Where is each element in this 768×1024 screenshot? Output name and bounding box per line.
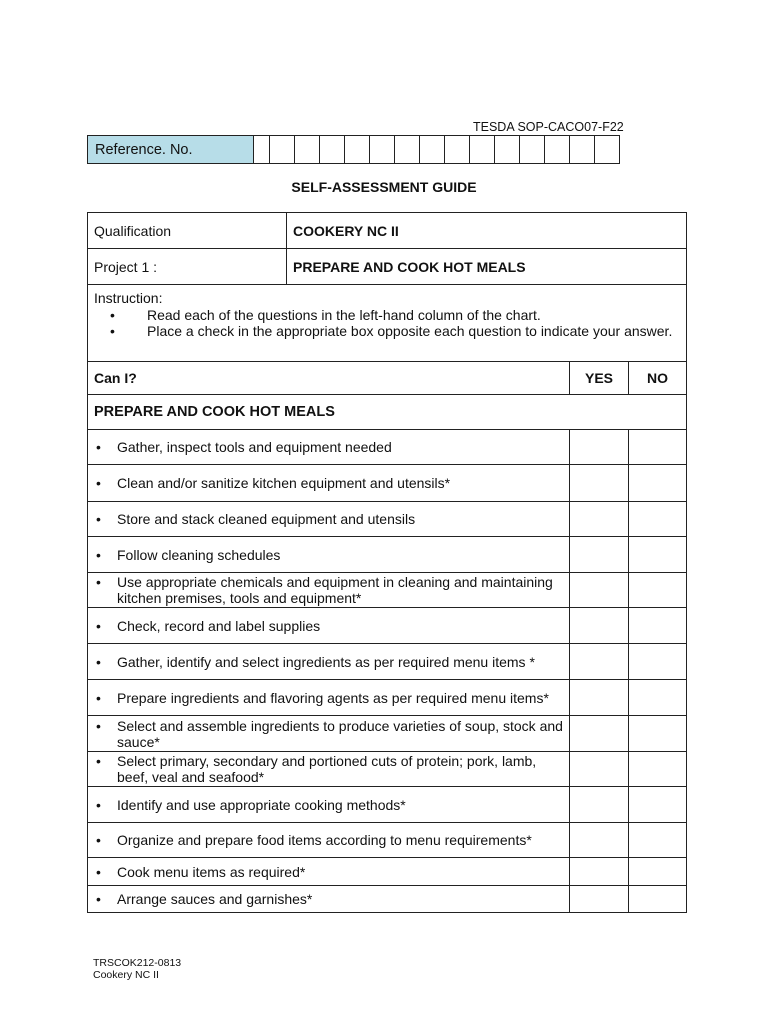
reference-digit-box[interactable] <box>495 136 520 164</box>
yes-checkbox-cell[interactable] <box>570 573 629 608</box>
checklist-question: • Select and assemble ingredients to produce varieties of soup, stock and sauce* <box>94 718 563 750</box>
checklist-question: • Follow cleaning schedules <box>94 547 563 563</box>
reference-digit-box[interactable] <box>445 136 470 164</box>
checklist-row <box>88 537 687 573</box>
checklist-question-cell <box>88 680 570 716</box>
qualification-label: Qualification <box>88 213 287 249</box>
reference-digit-box[interactable] <box>545 136 570 164</box>
column-header-no: NO <box>629 362 687 395</box>
no-checkbox-cell[interactable] <box>629 680 687 716</box>
checklist-question-cell <box>88 644 570 680</box>
instruction-block <box>88 285 687 362</box>
checklist-row <box>88 823 687 858</box>
checklist-question: • Check, record and label supplies <box>94 618 563 634</box>
checklist-question-cell <box>88 716 570 752</box>
reference-digit-box[interactable] <box>570 136 595 164</box>
yes-checkbox-cell[interactable] <box>570 465 629 502</box>
reference-digit-box[interactable] <box>520 136 545 164</box>
checklist-row <box>88 680 687 716</box>
no-checkbox-cell[interactable] <box>629 537 687 573</box>
checklist-row <box>88 716 687 752</box>
reference-digit-box[interactable] <box>595 136 620 164</box>
reference-digit-box[interactable] <box>270 136 295 164</box>
section-title: PREPARE AND COOK HOT MEALS <box>88 395 687 430</box>
qualification-row <box>88 213 687 249</box>
checklist-question: • Store and stack cleaned equipment and utensils <box>94 511 563 527</box>
checklist-question-cell <box>88 752 570 787</box>
project-row <box>88 249 687 285</box>
instruction-list <box>94 307 680 340</box>
reference-digit-box[interactable] <box>420 136 445 164</box>
checklist-question: • Prepare ingredients and flavoring agents as per required menu items* <box>94 690 563 706</box>
column-header-row <box>88 362 687 395</box>
project-label: Project 1 : <box>88 249 287 285</box>
yes-checkbox-cell[interactable] <box>570 430 629 465</box>
yes-checkbox-cell[interactable] <box>570 752 629 787</box>
checklist-row <box>88 787 687 823</box>
checklist-question: • Gather, identify and select ingredients as per required menu items * <box>94 654 563 670</box>
yes-checkbox-cell[interactable] <box>570 680 629 716</box>
no-checkbox-cell[interactable] <box>629 858 687 886</box>
checklist-question-cell <box>88 430 570 465</box>
checklist-question-cell <box>88 502 570 537</box>
no-checkbox-cell[interactable] <box>629 608 687 644</box>
section-header-row <box>88 395 687 430</box>
reference-digit-box[interactable] <box>370 136 395 164</box>
reference-digit-box[interactable] <box>470 136 495 164</box>
yes-checkbox-cell[interactable] <box>570 886 629 913</box>
page-footer <box>93 957 181 981</box>
yes-checkbox-cell[interactable] <box>570 823 629 858</box>
yes-checkbox-cell[interactable] <box>570 608 629 644</box>
column-header-yes: YES <box>570 362 629 395</box>
yes-checkbox-cell[interactable] <box>570 858 629 886</box>
yes-checkbox-cell[interactable] <box>570 716 629 752</box>
instruction-label: Instruction: <box>94 290 163 306</box>
checklist-row <box>88 573 687 608</box>
no-checkbox-cell[interactable] <box>629 573 687 608</box>
reference-digit-box[interactable] <box>320 136 345 164</box>
no-checkbox-cell[interactable] <box>629 644 687 680</box>
checklist-question-cell <box>88 823 570 858</box>
no-checkbox-cell[interactable] <box>629 465 687 502</box>
no-checkbox-cell[interactable] <box>629 787 687 823</box>
checklist-question: • Gather, inspect tools and equipment needed <box>94 439 563 455</box>
reference-label: Reference. No. <box>88 136 254 164</box>
checklist-row <box>88 502 687 537</box>
yes-checkbox-cell[interactable] <box>570 644 629 680</box>
checklist-question: • Identify and use appropriate cooking methods* <box>94 797 563 813</box>
checklist-question: • Arrange sauces and garnishes* <box>94 891 563 907</box>
no-checkbox-cell[interactable] <box>629 823 687 858</box>
yes-checkbox-cell[interactable] <box>570 537 629 573</box>
reference-digit-box[interactable] <box>345 136 370 164</box>
checklist-row <box>88 886 687 913</box>
no-checkbox-cell[interactable] <box>629 502 687 537</box>
checklist-question: • Organize and prepare food items according to menu requirements* <box>94 832 563 848</box>
checklist-row <box>88 465 687 502</box>
reference-digit-box[interactable] <box>395 136 420 164</box>
checklist-question: • Use appropriate chemicals and equipment in cleaning and maintaining kitchen premises, tools and equipment* <box>94 574 563 606</box>
checklist-question-cell <box>88 858 570 886</box>
checklist-row <box>88 858 687 886</box>
instruction-item: • Place a check in the appropriate box opposite each question to indicate your answer. <box>94 323 680 340</box>
qualification-value: COOKERY NC II <box>287 213 687 249</box>
checklist-question-cell <box>88 465 570 502</box>
reference-digit-box[interactable] <box>254 136 270 164</box>
checklist-row <box>88 608 687 644</box>
assessment-table <box>87 212 687 913</box>
footer-code: TRSCOK212-0813 <box>93 957 182 969</box>
checklist-question: • Clean and/or sanitize kitchen equipment and utensils* <box>94 475 563 491</box>
checklist-question-cell <box>88 608 570 644</box>
checklist-row <box>88 752 687 787</box>
instruction-item: • Read each of the questions in the left-hand column of the chart. <box>94 307 680 324</box>
checklist-row <box>88 430 687 465</box>
column-header-question: Can I? <box>88 362 570 395</box>
reference-number-table <box>87 135 620 164</box>
checklist-question-cell <box>88 886 570 913</box>
yes-checkbox-cell[interactable] <box>570 787 629 823</box>
checklist-question-cell <box>88 573 570 608</box>
no-checkbox-cell[interactable] <box>629 886 687 913</box>
checklist-question-cell <box>88 537 570 573</box>
checklist-question: • Select primary, secondary and portioned cuts of protein; pork, lamb, beef, veal and seafood* <box>94 753 563 785</box>
no-checkbox-cell[interactable] <box>629 752 687 787</box>
no-checkbox-cell[interactable] <box>629 716 687 752</box>
project-value: PREPARE AND COOK HOT MEALS <box>287 249 687 285</box>
checklist-question-cell <box>88 787 570 823</box>
yes-checkbox-cell[interactable] <box>570 502 629 537</box>
page-title: SELF-ASSESSMENT GUIDE <box>291 179 477 195</box>
footer-qualification: Cookery NC II <box>93 969 159 981</box>
document-code: TESDA SOP-CACO07-F22 <box>473 120 624 134</box>
instruction-row <box>88 285 687 362</box>
no-checkbox-cell[interactable] <box>629 430 687 465</box>
checklist-row <box>88 644 687 680</box>
checklist-question: • Cook menu items as required* <box>94 864 563 880</box>
reference-digit-box[interactable] <box>295 136 320 164</box>
